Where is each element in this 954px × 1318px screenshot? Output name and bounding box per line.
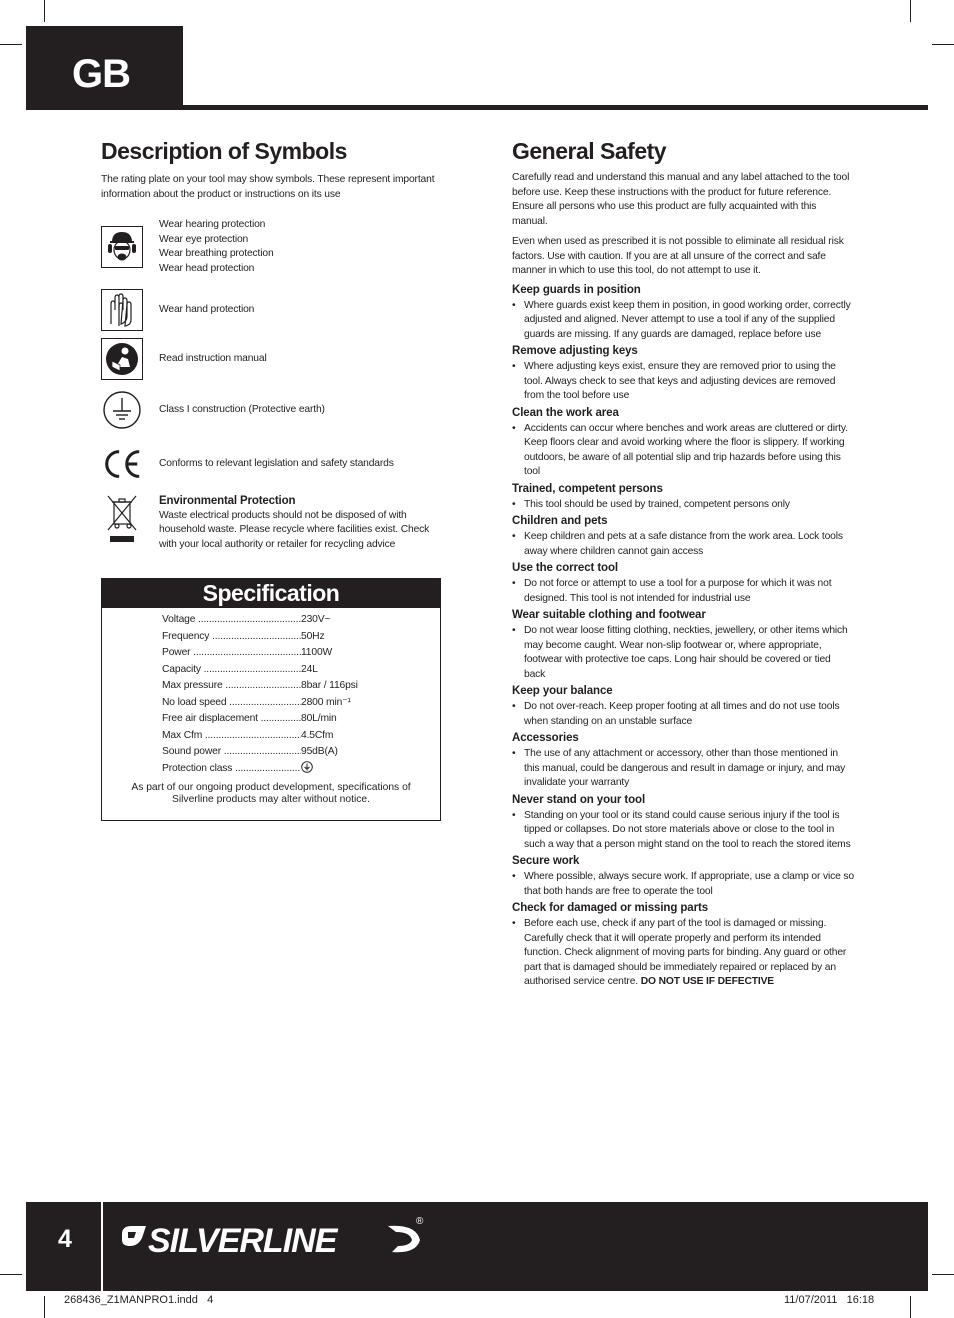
safety-intro: Carefully read and understand this manual and any label attached to the tool before use. Keep these instructions with the product for future reference. Ensure all persons who use this product are fully acquainted with this manual. <box>512 172 850 227</box>
safety-heading: Check for damaged or missing parts <box>512 902 708 914</box>
safety-heading: Wear suitable clothing and footwear <box>512 609 706 621</box>
symbol-text-line: Wear head protection <box>159 262 255 274</box>
safety-heading: Clean the work area <box>512 406 619 419</box>
spec-row <box>162 645 440 662</box>
safety-bullet: • Do not wear loose fitting clothing, neckties, jewellery, or other items which may become caught. Wear non-slip footwear or, where appropriate, footwear with protective toe caps. Long hair should be covered or tied back <box>512 624 854 682</box>
env-text: Waste electrical products should not be disposed of with household waste. Please recycle where facilities exist. Check with your local authority or retailer for recycling advice <box>159 509 430 550</box>
specification-box <box>101 578 441 821</box>
spec-value: 95dB(A) <box>301 746 338 757</box>
symbol-text-line: Read instruction manual <box>159 352 267 364</box>
symbol-text-line: Class I construction (Protective earth) <box>159 403 325 415</box>
symbol-text-line: Wear hearing protection <box>159 219 266 230</box>
spec-value: 4.5Cfm <box>301 729 334 741</box>
symbol-text-line: Wear breathing protection <box>159 248 274 259</box>
gloves-icon <box>101 289 143 331</box>
manual-icon <box>101 338 143 380</box>
safety-intro: Even when used as prescribed it is not possible to eliminate all residual risk factors. Use with caution. If you are at all unsure of the correct and safe manner in which to use this tool, do not attempt to use it. <box>512 236 844 276</box>
crop-mark <box>44 0 45 22</box>
safety-heading: Keep your balance <box>512 685 613 697</box>
safety-heading: Use the correct tool <box>512 562 618 574</box>
spec-label: Max pressure ..... <box>162 678 301 695</box>
crop-mark <box>0 44 22 45</box>
spec-value: 24L <box>301 663 318 675</box>
symbol-row-manual <box>101 338 441 380</box>
safety-bullet: • This tool should be used by trained, competent persons only <box>512 498 854 513</box>
safety-bullet: • Do not force or attempt to use a tool for a purpose for which it was not designed. This tool is not intended for industrial use <box>512 577 854 606</box>
symbol-row-environmental <box>101 494 441 552</box>
spec-row <box>162 744 440 761</box>
spec-note-line: As part of our ongoing product development, specifications of <box>131 782 411 793</box>
symbol-row-gloves <box>101 289 441 331</box>
spec-title: Specification <box>102 579 440 608</box>
header-rule <box>183 105 928 110</box>
spec-value: 8bar / 116psi <box>301 680 358 691</box>
spec-label: Voltage ..... <box>162 612 301 629</box>
spec-label: Power ..... <box>162 645 301 662</box>
ce-mark-icon <box>101 443 143 485</box>
spec-row <box>162 612 440 629</box>
spec-label: Protection class ..... <box>162 761 301 778</box>
safety-bullet: • The use of any attachment or accessory, other than those mentioned in this manual, could be dangerous and result in damage or injury, and may invalidate your warranty <box>512 747 854 791</box>
logo-text: SILVERLINE <box>148 1222 337 1260</box>
safety-bullet-text: Before each use, check if any part of the tool is damaged or missing. Carefully check that it will operate properly and perform its intended function. Check alignment of moving parts for binding. Any guard or other part that is damaged should be immediately repaired or replaced by an authorised service centre. <box>524 918 847 987</box>
safety-bullet <box>512 917 854 990</box>
ppe-head-icon <box>101 226 143 268</box>
crossed-bin-icon <box>101 494 143 546</box>
safety-bullet: • Where adjusting keys exist, ensure they are removed prior to using the tool. Always check to see that keys and adjusting devices are removed from the tool before use <box>512 360 854 404</box>
symbols-title: Description of Symbols <box>101 138 347 164</box>
spec-value: 1100W <box>301 647 333 658</box>
general-safety-section <box>512 140 854 990</box>
symbol-text-line: Wear eye protection <box>159 233 249 245</box>
safety-bullet: • Do not over-reach. Keep proper footing at all times and do not use tools when standing on an unstable surface <box>512 700 854 729</box>
safety-heading: Remove adjusting keys <box>512 345 638 357</box>
spec-label: No load speed ..... <box>162 695 301 712</box>
spec-label: Sound power ..... <box>162 744 301 761</box>
file-name: 268436_Z1MANPRO1.indd 4 <box>64 1294 214 1306</box>
spec-label: Frequency ..... <box>162 629 301 646</box>
crop-mark <box>932 1274 954 1275</box>
safety-title: General Safety <box>512 138 667 164</box>
footer-divider <box>101 1202 103 1291</box>
spec-row <box>162 695 440 712</box>
symbols-section <box>101 140 441 202</box>
safety-bullet: • Where possible, always secure work. If appropriate, use a clamp or vice so that both hands are free to operate the tool <box>512 870 854 899</box>
safety-heading: Never stand on your tool <box>512 793 646 806</box>
safety-emphasis: DO NOT USE IF DEFECTIVE <box>640 976 775 987</box>
spec-label: Capacity ..... <box>162 662 301 679</box>
spec-row <box>162 678 440 695</box>
spec-value: 80L/min <box>301 713 337 724</box>
crop-mark <box>932 44 954 45</box>
env-heading: Environmental Protection <box>159 495 296 507</box>
safety-heading: Secure work <box>512 855 580 867</box>
symbol-row-ppe <box>101 218 441 276</box>
crop-mark <box>0 1274 22 1275</box>
safety-heading: Keep guards in position <box>512 283 641 296</box>
symbol-text-line: Conforms to relevant legislation and safety standards <box>159 457 394 469</box>
spec-label: Free air displacement ..... <box>162 711 301 728</box>
spec-label: Max Cfm ..... <box>162 728 301 745</box>
spec-value: 50Hz <box>301 630 325 642</box>
file-date: 11/07/2011 16:18 <box>784 1294 875 1306</box>
silverline-logo <box>120 1212 430 1262</box>
earth-icon <box>101 389 143 431</box>
spec-row <box>162 662 440 679</box>
spec-note <box>102 782 440 805</box>
spec-value: 2800 min⁻¹ <box>301 696 351 708</box>
spec-row <box>162 711 440 728</box>
safety-heading: Trained, competent persons <box>512 482 663 495</box>
spec-note-line: Silverline products may alter without notice. <box>171 793 371 805</box>
spec-value: 230V~ <box>301 614 331 625</box>
earth-icon <box>301 761 313 778</box>
safety-heading: Children and pets <box>512 515 608 527</box>
symbol-text-line: Wear hand protection <box>159 303 255 315</box>
page-number: 4 <box>58 1225 72 1253</box>
symbol-row-earth <box>101 389 441 431</box>
safety-heading: Accessories <box>512 732 579 744</box>
safety-bullet: • Where guards exist keep them in position, in good working order, correctly adjusted and aligned. Never attempt to use a tool if any of the supplied guards are missing. If any guards are damaged, replace before use <box>512 299 854 343</box>
spec-list <box>102 612 440 777</box>
spec-row <box>162 761 440 778</box>
safety-bullet: • Keep children and pets at a safe distance from the work area. Lock tools away where children cannot gain access <box>512 530 854 559</box>
crop-mark <box>910 0 911 22</box>
spec-row <box>162 728 440 745</box>
safety-bullet: • Accidents can occur where benches and work areas are cluttered or dirty. Keep floors clear and avoid working where the floor is slippery. If working outdoors, be aware of all potential slip and trip hazards before using this tool <box>512 422 854 480</box>
spec-row <box>162 629 440 646</box>
registered-mark: ® <box>416 1216 424 1227</box>
language-code: GB <box>72 52 130 96</box>
crop-mark <box>44 1296 45 1318</box>
symbol-row-ce <box>101 443 441 485</box>
crop-mark <box>910 1296 911 1318</box>
symbols-intro: The rating plate on your tool may show symbols. These represent important information about the product or instructions on its use <box>101 174 435 200</box>
safety-bullet: • Standing on your tool or its stand could cause serious injury if the tool is tipped or collapses. Do not store materials above or close to the tool in such a way that a person might stand on the tool to reach the stored items <box>512 809 854 853</box>
